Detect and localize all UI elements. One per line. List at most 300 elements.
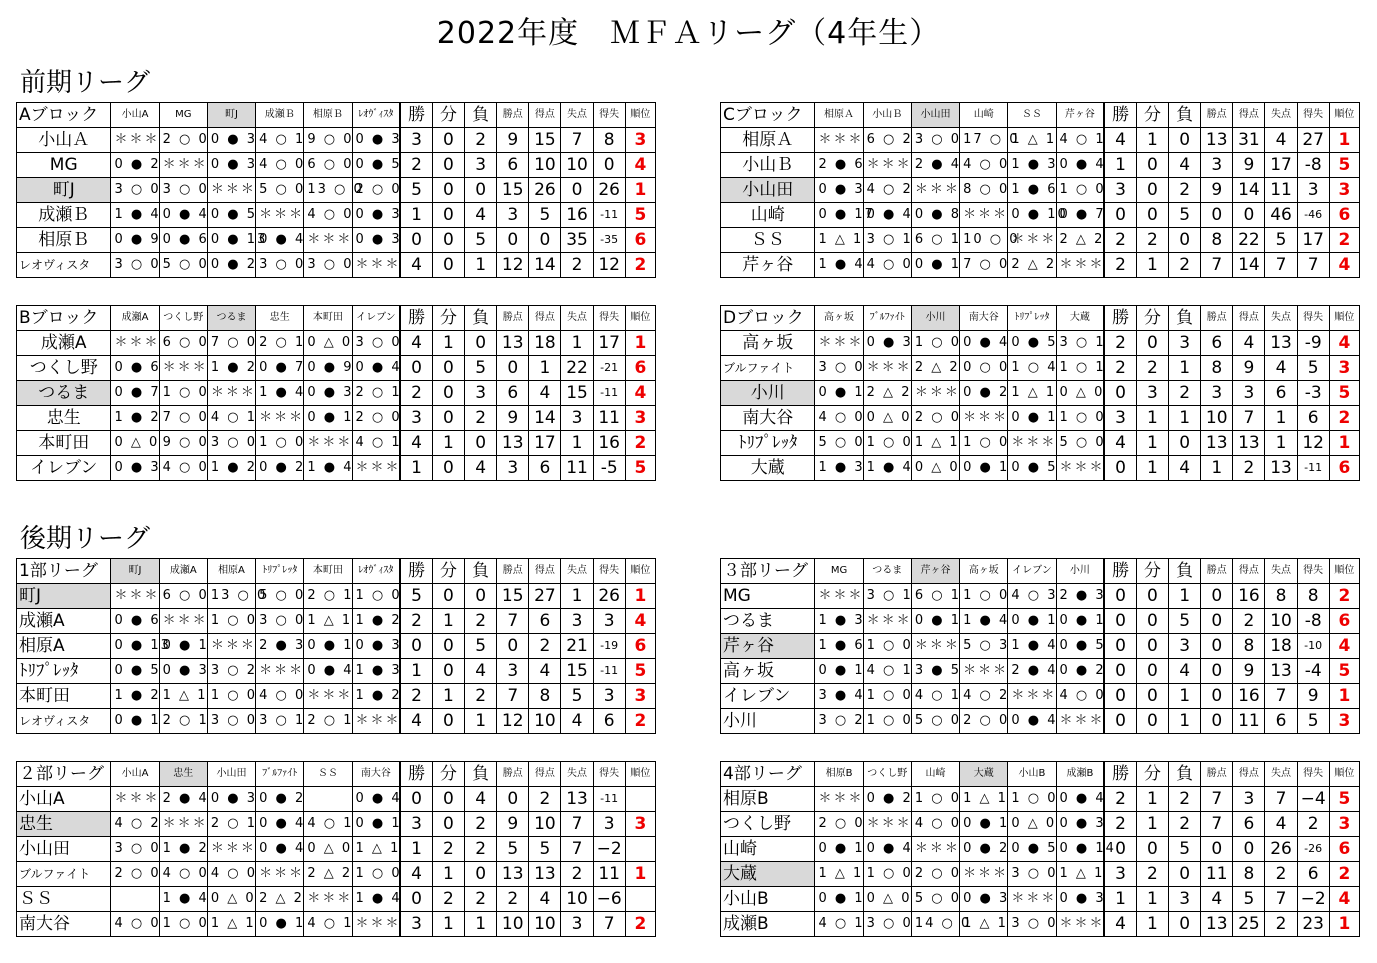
match-result: 1 ○ 4 xyxy=(1008,356,1056,381)
match-result: 3 ○ 2 xyxy=(815,709,863,734)
match-result: 0 ● 3 xyxy=(304,381,352,406)
stat-value: 4 xyxy=(400,331,432,356)
match-result: 17 ○ 0 xyxy=(960,128,1008,153)
table-row xyxy=(721,228,1360,253)
page-title: 2022年度 ＭＦＡリーグ（4年生） xyxy=(436,16,941,51)
match-result: 4 ○ 1 xyxy=(815,912,863,937)
match-result: 0 ● 6 xyxy=(159,228,207,253)
stat-value: 2 xyxy=(1104,356,1136,381)
match-result: 1 ● 3 xyxy=(815,456,863,481)
stat-value: 0 xyxy=(1104,837,1136,862)
table-row xyxy=(17,634,656,659)
match-result: 0 ● 5 xyxy=(1008,837,1056,862)
table-row xyxy=(17,709,656,734)
stat-value: 0 xyxy=(1104,203,1136,228)
stat-value: 4 xyxy=(529,659,561,684)
opponent-header: 南大谷 xyxy=(960,306,1008,331)
match-result: 1 ● 4 xyxy=(863,456,911,481)
team-name: 相原Ａ xyxy=(721,128,815,153)
opponent-header: 忠生 xyxy=(256,306,304,331)
match-result: 1 ● 4 xyxy=(256,381,304,406)
table-row xyxy=(17,128,656,153)
stat-value: 13 xyxy=(1201,912,1233,937)
rank-value: 4 xyxy=(625,381,655,406)
match-result: 0 ● 1 xyxy=(111,709,159,734)
block-name: Dブロック xyxy=(721,306,815,331)
match-result: 1 ● 3 xyxy=(815,609,863,634)
match-result: 1 ○ 0 xyxy=(911,787,959,812)
match-result: 0 ● 3 xyxy=(352,634,400,659)
opponent-header: ﾚｵｳﾞｨｽﾀ xyxy=(352,103,400,128)
stat-value: 0 xyxy=(497,787,529,812)
stat-value: 1 xyxy=(1169,684,1201,709)
stat-value: 1 xyxy=(400,203,432,228)
stat-value: 0 xyxy=(1104,584,1136,609)
opponent-header: 高ヶ坂 xyxy=(960,559,1008,584)
team-name: 町J xyxy=(17,178,111,203)
stat-value: 9 xyxy=(1233,356,1265,381)
stat-header: 分 xyxy=(1136,559,1168,584)
stat-header: 得失 xyxy=(1297,762,1329,787)
stat-value: 10 xyxy=(561,153,593,178)
stat-value: 7 xyxy=(1265,887,1297,912)
stat-value: 3 xyxy=(1201,381,1233,406)
opponent-header: 山崎 xyxy=(911,762,959,787)
stat-header: 失点 xyxy=(561,103,593,128)
stat-value: 2 xyxy=(529,634,561,659)
match-result: 0 ● 1 xyxy=(352,812,400,837)
stat-value: 7 xyxy=(497,609,529,634)
stat-value: 5 xyxy=(465,634,497,659)
opponent-header: ﾌﾞﾙﾌｧｲﾄ xyxy=(863,306,911,331)
stat-header: 得点 xyxy=(529,306,561,331)
table-row xyxy=(721,203,1360,228)
team-name: 小山B xyxy=(721,887,815,912)
block-name: 1部リーグ xyxy=(17,559,111,584)
block-name: Cブロック xyxy=(721,103,815,128)
stat-value: 1 xyxy=(432,862,464,887)
stat-value: 0 xyxy=(1104,381,1136,406)
match-result: 4 ○ 3 xyxy=(1008,584,1056,609)
stat-value: 13 xyxy=(1201,431,1233,456)
rank-value: 6 xyxy=(1329,609,1359,634)
stat-value: 1 xyxy=(1265,406,1297,431)
stat-header: 得点 xyxy=(529,762,561,787)
stat-value: 0 xyxy=(432,178,464,203)
rank-value: 1 xyxy=(1329,684,1359,709)
stat-value: 0 xyxy=(432,709,464,734)
stat-value: 4 xyxy=(400,431,432,456)
match-result: 1 ○ 0 xyxy=(207,684,255,709)
stat-value: 1 xyxy=(1136,406,1168,431)
stat-value: 11 xyxy=(1201,862,1233,887)
match-result: 0 ● 7 xyxy=(1056,203,1104,228)
stat-value: -26 xyxy=(1297,837,1329,862)
table-header-row xyxy=(721,559,1360,584)
team-name: ブルファイト xyxy=(17,862,111,887)
match-result: 0 ● 4 xyxy=(256,812,304,837)
stat-value: −4 xyxy=(1297,787,1329,812)
match-result: 13 ○ 0 xyxy=(304,178,352,203)
match-result: ＊＊＊ xyxy=(911,178,959,203)
stat-header: 負 xyxy=(465,103,497,128)
match-result: 5 ○ 0 xyxy=(159,253,207,278)
stat-value: 2 xyxy=(1233,456,1265,481)
stat-value: 8 xyxy=(1201,356,1233,381)
stat-header: 失点 xyxy=(1265,762,1297,787)
stat-value: 6 xyxy=(529,609,561,634)
stat-value: 3 xyxy=(497,659,529,684)
stat-header: 得点 xyxy=(1233,762,1265,787)
match-result: 1 ● 2 xyxy=(207,356,255,381)
stat-value: 1 xyxy=(1169,356,1201,381)
team-name: 町J xyxy=(17,584,111,609)
stat-value: 6 xyxy=(1297,406,1329,431)
match-result: 2 ○ 1 xyxy=(304,709,352,734)
stat-value: -21 xyxy=(593,356,625,381)
stat-value: 11 xyxy=(1265,178,1297,203)
stat-value: 7 xyxy=(1265,684,1297,709)
stat-value: 4 xyxy=(529,381,561,406)
stat-value: 26 xyxy=(593,584,625,609)
match-result: ＊＊＊ xyxy=(911,634,959,659)
rank-value xyxy=(625,887,655,912)
table-row xyxy=(721,456,1360,481)
match-result: 0 ● 2 xyxy=(111,153,159,178)
match-result: ＊＊＊ xyxy=(1056,253,1104,278)
stat-value: 15 xyxy=(497,584,529,609)
stat-value: 0 xyxy=(1136,709,1168,734)
stat-value: 31 xyxy=(1233,128,1265,153)
stat-value: 8 xyxy=(593,128,625,153)
match-result: 2 ● 3 xyxy=(256,634,304,659)
stat-value: 10 xyxy=(497,912,529,937)
team-name: 芹ヶ谷 xyxy=(721,253,815,278)
match-result: 4 ○ 0 xyxy=(1056,684,1104,709)
stat-value: 0 xyxy=(465,862,497,887)
stat-value: -11 xyxy=(593,659,625,684)
match-result: 0 ● 1 xyxy=(815,659,863,684)
table-row xyxy=(17,203,656,228)
stat-value: 1 xyxy=(432,912,464,937)
match-result: ＊＊＊ xyxy=(960,203,1008,228)
match-result: 0 ● 4 xyxy=(1008,709,1056,734)
stat-value: 3 xyxy=(1233,381,1265,406)
stat-value: 4 xyxy=(561,709,593,734)
stat-header: 分 xyxy=(432,306,464,331)
match-result: 2 ○ 1 xyxy=(352,381,400,406)
table-row xyxy=(17,381,656,406)
stat-header: 順位 xyxy=(625,306,655,331)
stat-value: 2 xyxy=(1136,862,1168,887)
table-row xyxy=(17,862,656,887)
stat-value: -11 xyxy=(593,381,625,406)
match-result: 3 ○ 0 xyxy=(207,709,255,734)
stat-value: 7 xyxy=(1201,253,1233,278)
stat-value: 0 xyxy=(432,406,464,431)
match-result: 2 △ 2 xyxy=(911,356,959,381)
stat-value: 5 xyxy=(465,228,497,253)
stat-value: 13 xyxy=(497,431,529,456)
opponent-header: ﾚｵｳﾞｨｽﾀ xyxy=(352,559,400,584)
stat-value: -8 xyxy=(1297,609,1329,634)
stat-value: 3 xyxy=(400,912,432,937)
stat-value: 4 xyxy=(1104,912,1136,937)
stat-value: 2 xyxy=(497,887,529,912)
team-name: 小川 xyxy=(721,381,815,406)
match-result: 0 ● 3 xyxy=(207,128,255,153)
stat-value: 0 xyxy=(1136,584,1168,609)
table-row xyxy=(17,228,656,253)
stat-value: 4 xyxy=(400,253,432,278)
match-result: 3 ○ 0 xyxy=(111,253,159,278)
match-result: 6 ○ 2 xyxy=(863,128,911,153)
match-result: 0 ○ 0 xyxy=(960,356,1008,381)
stat-value: 2 xyxy=(1104,812,1136,837)
match-result: 4 ○ 0 xyxy=(207,862,255,887)
match-result: 7 ○ 0 xyxy=(207,331,255,356)
match-result: 2 ● 4 xyxy=(1008,659,1056,684)
opponent-header: 本町田 xyxy=(304,306,352,331)
stat-value: 0 xyxy=(1233,837,1265,862)
stat-value: 7 xyxy=(1233,406,1265,431)
opponent-header: 小川 xyxy=(1056,559,1104,584)
stat-value: 1 xyxy=(1136,887,1168,912)
table-row xyxy=(17,253,656,278)
stat-value: 9 xyxy=(1297,684,1329,709)
table-row xyxy=(17,912,656,937)
team-name: 忠生 xyxy=(17,812,111,837)
stat-value: 11 xyxy=(593,406,625,431)
stat-value: 1 xyxy=(561,584,593,609)
table-row xyxy=(17,837,656,862)
team-name: 小山田 xyxy=(17,837,111,862)
stat-value: -3 xyxy=(1297,381,1329,406)
stat-header: 分 xyxy=(1136,103,1168,128)
stat-value: 0 xyxy=(1201,684,1233,709)
match-result: 3 ○ 0 xyxy=(304,253,352,278)
match-result: ＊＊＊ xyxy=(111,128,159,153)
stat-header: 負 xyxy=(1169,306,1201,331)
team-name: 相原Ｂ xyxy=(17,228,111,253)
opponent-header: 相原Ａ xyxy=(815,103,863,128)
match-result: 0 ● 1 xyxy=(256,912,304,937)
stat-value: 14 xyxy=(1233,178,1265,203)
match-result: 0 ● 17 xyxy=(815,203,863,228)
stat-header: 負 xyxy=(465,559,497,584)
stat-value: −6 xyxy=(593,887,625,912)
match-result: 7 ○ 0 xyxy=(960,253,1008,278)
opponent-header: つるま xyxy=(863,559,911,584)
stat-value: 0 xyxy=(1136,178,1168,203)
match-result: 1 ○ 0 xyxy=(863,684,911,709)
match-result: 0 △ 0 xyxy=(1056,381,1104,406)
stat-value: 3 xyxy=(400,812,432,837)
table-row xyxy=(17,406,656,431)
match-result: 0 ● 1 xyxy=(304,634,352,659)
match-result: 0 ● 9 xyxy=(304,356,352,381)
match-result: 2 ○ 0 xyxy=(815,812,863,837)
stat-header: 順位 xyxy=(625,559,655,584)
stat-value: 2 xyxy=(465,609,497,634)
opponent-header: つくし野 xyxy=(159,306,207,331)
stat-value: 6 xyxy=(1265,709,1297,734)
stat-header: 失点 xyxy=(1265,306,1297,331)
stat-value: 11 xyxy=(1233,709,1265,734)
stat-value: 2 xyxy=(1136,356,1168,381)
match-result: 1 ○ 0 xyxy=(207,609,255,634)
match-result: 5 ○ 0 xyxy=(911,709,959,734)
match-result: ＊＊＊ xyxy=(159,153,207,178)
stat-value: 9 xyxy=(1201,178,1233,203)
stat-value: 0 xyxy=(1136,609,1168,634)
stat-value: 1 xyxy=(400,456,432,481)
match-result: 3 ● 4 xyxy=(815,684,863,709)
table-row xyxy=(721,431,1360,456)
stat-value: 1 xyxy=(400,837,432,862)
match-result: 3 ○ 2 xyxy=(207,659,255,684)
match-result: 0 ● 5 xyxy=(1056,634,1104,659)
rank-value: 4 xyxy=(1329,253,1359,278)
match-result: 4 ○ 1 xyxy=(304,812,352,837)
match-result: 0 ● 5 xyxy=(207,203,255,228)
match-result: 3 ○ 0 xyxy=(863,912,911,937)
team-name: 本町田 xyxy=(17,431,111,456)
league-table xyxy=(16,558,656,734)
stat-value: 4 xyxy=(1265,356,1297,381)
stat-value: 13 xyxy=(1265,331,1297,356)
stat-value: 2 xyxy=(465,406,497,431)
stat-header: 失点 xyxy=(561,559,593,584)
rank-value: 2 xyxy=(1329,584,1359,609)
rank-value: 6 xyxy=(1329,456,1359,481)
match-result: 1 △ 1 xyxy=(911,431,959,456)
match-result: 1 △ 1 xyxy=(815,862,863,887)
stat-value: 2 xyxy=(1265,862,1297,887)
match-result: 4 ○ 1 xyxy=(1056,128,1104,153)
stat-value: 1 xyxy=(432,331,464,356)
match-result: 0 ● 4 xyxy=(863,837,911,862)
rank-value: 3 xyxy=(625,812,655,837)
stat-value: 4 xyxy=(465,787,497,812)
match-result: 1 ● 2 xyxy=(159,837,207,862)
stat-value: 1 xyxy=(1201,456,1233,481)
match-result: 0 ● 9 xyxy=(111,228,159,253)
match-result: 0 ● 4 xyxy=(863,203,911,228)
stat-value: 0 xyxy=(1233,203,1265,228)
stat-value: 1 xyxy=(1136,787,1168,812)
team-name: 小山A xyxy=(17,787,111,812)
match-result: ＊＊＊ xyxy=(1056,709,1104,734)
stat-header: 順位 xyxy=(1329,762,1359,787)
match-result: 1 ○ 0 xyxy=(863,709,911,734)
table-row xyxy=(17,331,656,356)
stat-value: 2 xyxy=(1104,253,1136,278)
stat-value: 0 xyxy=(1201,584,1233,609)
match-result: 3 ○ 1 xyxy=(863,228,911,253)
match-result: ＊＊＊ xyxy=(1008,228,1056,253)
stat-value: 0 xyxy=(432,787,464,812)
rank-value: 5 xyxy=(1329,659,1359,684)
match-result: 2 ○ 1 xyxy=(304,584,352,609)
stat-value: 0 xyxy=(561,178,593,203)
stat-value: 15 xyxy=(561,659,593,684)
stat-value: 0 xyxy=(400,634,432,659)
match-result: ＊＊＊ xyxy=(863,356,911,381)
match-result: 1 △ 1 xyxy=(960,912,1008,937)
stat-header: 得失 xyxy=(593,306,625,331)
match-result: ＊＊＊ xyxy=(352,253,400,278)
team-name: 南大谷 xyxy=(721,406,815,431)
stat-value: 2 xyxy=(400,609,432,634)
stat-value: 0 xyxy=(432,228,464,253)
match-result: 1 ● 4 xyxy=(960,609,1008,634)
rank-value: 3 xyxy=(1329,356,1359,381)
match-result: ＊＊＊ xyxy=(1008,684,1056,709)
match-result: ＊＊＊ xyxy=(863,812,911,837)
table-row xyxy=(17,659,656,684)
table-header-row xyxy=(721,103,1360,128)
stat-header: 勝点 xyxy=(497,559,529,584)
match-result: 1 △ 1 xyxy=(1056,862,1104,887)
stat-value: 3 xyxy=(1104,862,1136,887)
match-result: ＊＊＊ xyxy=(159,609,207,634)
match-result: 2 △ 2 xyxy=(256,887,304,912)
match-result: 0 ● 1 xyxy=(1008,609,1056,634)
stat-header: 勝 xyxy=(400,762,432,787)
opponent-header: つるま xyxy=(207,306,255,331)
team-name: 本町田 xyxy=(17,684,111,709)
stat-value: -35 xyxy=(593,228,625,253)
stat-value: 9 xyxy=(497,812,529,837)
stat-value: 5 xyxy=(1169,609,1201,634)
stat-value: 2 xyxy=(561,253,593,278)
match-result: 1 △ 1 xyxy=(352,837,400,862)
stat-value: 5 xyxy=(400,584,432,609)
stat-value: 6 xyxy=(1233,812,1265,837)
match-result: 10 ○ 0 xyxy=(960,228,1008,253)
opponent-header: 小山A xyxy=(111,103,159,128)
match-result: 4 ○ 1 xyxy=(863,659,911,684)
stat-value: 0 xyxy=(432,584,464,609)
stat-header: 勝点 xyxy=(497,306,529,331)
stat-value: 6 xyxy=(1297,862,1329,887)
match-result: 2 ○ 1 xyxy=(159,709,207,734)
rank-value: 3 xyxy=(1329,812,1359,837)
rank-value: 3 xyxy=(1329,709,1359,734)
opponent-header: 町J xyxy=(111,559,159,584)
match-result: ＊＊＊ xyxy=(256,406,304,431)
opponent-header: 大蔵 xyxy=(960,762,1008,787)
stat-value: 8 xyxy=(1233,634,1265,659)
rank-value: 5 xyxy=(1329,787,1359,812)
match-result: 7 ○ 0 xyxy=(159,406,207,431)
stat-value: 1 xyxy=(1136,912,1168,937)
team-name: ﾄﾘﾌﾟﾚｯﾀ xyxy=(721,431,815,456)
match-result: 0 ● 6 xyxy=(111,609,159,634)
match-result: 1 ● 4 xyxy=(304,456,352,481)
match-result: 4 ○ 2 xyxy=(960,684,1008,709)
stat-value: 0 xyxy=(497,228,529,253)
match-result: 0 ● 1 xyxy=(1008,406,1056,431)
match-result: 0 ● 4 xyxy=(159,203,207,228)
match-result: 2 ● 3 xyxy=(1056,584,1104,609)
league-table xyxy=(720,761,1360,937)
table-row xyxy=(17,356,656,381)
match-result: 4 ○ 0 xyxy=(256,153,304,178)
stat-value: 9 xyxy=(497,406,529,431)
rank-value: 4 xyxy=(625,609,655,634)
